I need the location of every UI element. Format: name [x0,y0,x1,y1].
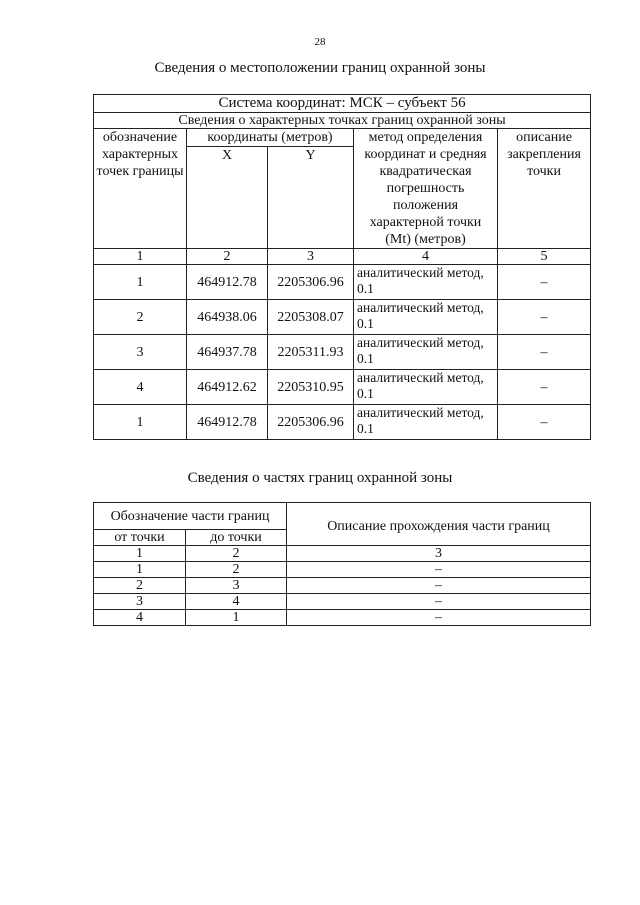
part-description: – [287,594,591,610]
coord-y: 2205306.96 [268,405,354,440]
method: аналитический метод, 0.1 [354,405,498,440]
point-number: 1 [94,265,187,300]
column-number: 3 [287,546,591,562]
column-number: 3 [268,249,354,265]
table-row [94,610,591,626]
coordinate-system: Система координат: МСК – субъект 56 [94,95,591,113]
coord-x: 464912.78 [187,265,268,300]
fixing: – [498,300,591,335]
column-number: 4 [354,249,498,265]
part-description: – [287,578,591,594]
from-point: 4 [94,610,186,626]
header-y: Y [268,147,354,249]
column-number: 1 [94,546,186,562]
header-x: X [187,147,268,249]
boundary-parts-table [93,502,591,626]
header-to-point: до точки [186,530,287,546]
table-row [94,265,591,300]
table-row [94,300,591,335]
page-number: 28 [314,36,326,48]
coord-x: 464912.62 [187,370,268,405]
method: аналитический метод, 0.1 [354,370,498,405]
column-number-row [94,546,591,562]
table-subtitle: Сведения о характерных точках границ охранной зоны [94,113,591,129]
section-title-parts: Сведения о частях границ охранной зоны [187,470,453,486]
to-point: 2 [186,562,287,578]
header-from-point: от точки [94,530,186,546]
method: аналитический метод, 0.1 [354,300,498,335]
method: аналитический метод, 0.1 [354,265,498,300]
coordinates-table [93,94,591,440]
from-point: 2 [94,578,186,594]
from-point: 3 [94,594,186,610]
header-fixing: описание закрепления точки [498,129,591,249]
coord-y: 2205308.07 [268,300,354,335]
to-point: 3 [186,578,287,594]
point-number: 2 [94,300,187,335]
table-row [94,594,591,610]
table-row [94,405,591,440]
header-method: метод определения координат и средняя квадратическая погрешность положения характерной точки (Mt) (метров) [354,129,498,249]
header-part-designation: Обозначение части границ [94,503,287,530]
column-number: 2 [186,546,287,562]
point-number: 3 [94,335,187,370]
header-coordinates: координаты (метров) [187,129,354,147]
part-description: – [287,562,591,578]
column-number: 2 [187,249,268,265]
method: аналитический метод, 0.1 [354,335,498,370]
fixing: – [498,370,591,405]
column-number: 1 [94,249,187,265]
header-designation: обозначение характерных точек границы [94,129,187,249]
fixing: – [498,335,591,370]
table-row [94,335,591,370]
coord-x: 464937.78 [187,335,268,370]
coord-y: 2205310.95 [268,370,354,405]
column-number: 5 [498,249,591,265]
fixing: – [498,405,591,440]
point-number: 1 [94,405,187,440]
table-row [94,578,591,594]
to-point: 1 [186,610,287,626]
table-row [94,370,591,405]
point-number: 4 [94,370,187,405]
from-point: 1 [94,562,186,578]
part-description: – [287,610,591,626]
coord-y: 2205306.96 [268,265,354,300]
to-point: 4 [186,594,287,610]
coord-y: 2205311.93 [268,335,354,370]
fixing: – [498,265,591,300]
table-row [94,562,591,578]
header-description: Описание прохождения части границ [287,503,591,546]
column-number-row [94,249,591,265]
coord-x: 464912.78 [187,405,268,440]
section-title-location: Сведения о местоположении границ охранной зоны [154,60,486,76]
coord-x: 464938.06 [187,300,268,335]
